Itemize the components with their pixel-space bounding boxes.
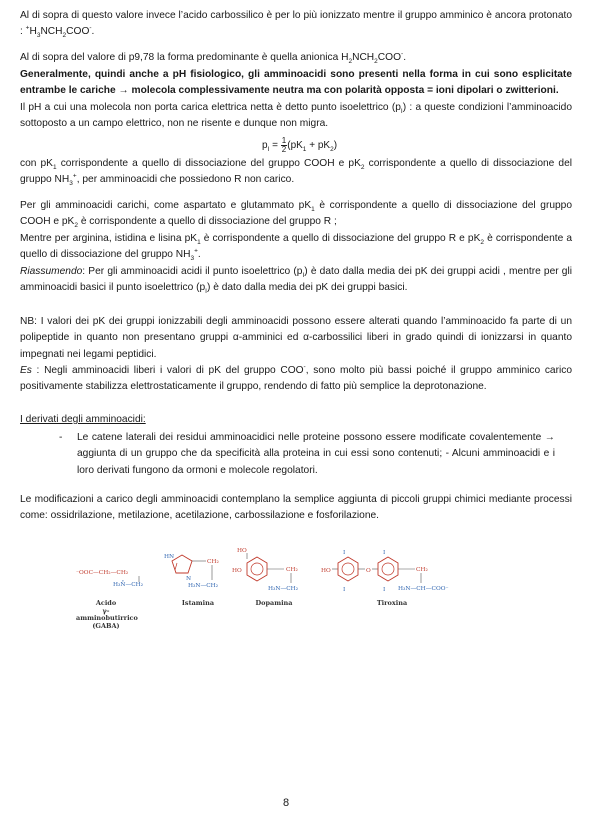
- text: COO: [377, 52, 402, 63]
- subscript: 1: [197, 239, 201, 247]
- aromatic-circle: [342, 563, 354, 575]
- formula-subscript: I: [267, 146, 270, 154]
- section-heading-derivatives: I derivati degli amminoacidi:: [20, 414, 146, 425]
- dop-ho-side: HO: [232, 568, 242, 574]
- thyroxine-structure: [320, 547, 480, 622]
- aromatic-circle: [251, 563, 263, 575]
- histamine-structure: [162, 547, 232, 622]
- example-label: Es: [20, 365, 32, 376]
- formula-subscript: 1: [302, 146, 307, 154]
- text: .: [91, 26, 95, 38]
- text: Al di sopra di questo valore invece l’acido carbossilico è per lo più ionizzato mentre il gruppo amminico è ancora protonato :: [20, 10, 572, 38]
- hist-hn: HN: [164, 554, 175, 560]
- subscript: 2: [374, 58, 378, 66]
- text: : Per gli amminoacidi acidi il punto isoelettrico (p: [82, 266, 303, 277]
- text: NCH: [40, 26, 63, 38]
- text: corrispondente a quello di dissociazione del gruppo NH: [20, 158, 573, 186]
- iodine: I: [383, 587, 386, 593]
- superscript: -: [89, 25, 92, 33]
- dopamine-caption: Dopamina: [255, 599, 293, 607]
- superscript: +: [194, 248, 198, 256]
- text: ) è dato dalla media dei pK dei gruppi acidi , mentre per gli amminoacidi basici il punto isoelettrico (p: [20, 266, 573, 294]
- paragraph-anionic-form: [20, 50, 572, 66]
- iodine: I: [343, 550, 346, 556]
- histamine-caption: Istamina: [181, 599, 215, 607]
- subscript: 2: [480, 239, 485, 247]
- fraction-denominator: 2: [281, 145, 287, 154]
- thy-amine: H₃N—CH—COO⁻: [398, 586, 449, 592]
- thyroxine-drawing: [320, 547, 480, 595]
- double-bond: [175, 563, 177, 570]
- text: con pK: [20, 158, 53, 169]
- benzene-ring: [247, 557, 267, 581]
- paragraph-basic-amino-acids: [20, 231, 572, 264]
- histamine-drawing: [162, 547, 232, 593]
- text: , sono molto più bassi poiché il gruppo amminico carico positivamente stabilizza elettrostaticamente il gruppo, rendendo di fatto più semplice la deprotonazione.: [20, 365, 573, 393]
- thyroxine-caption: Tiroxina: [376, 599, 408, 607]
- gaba-caption: [76, 600, 136, 630]
- subscript: 3: [36, 32, 41, 40]
- text: ) è dato dalla media dei pK dei gruppi basici.: [206, 282, 408, 294]
- subscript: 1: [52, 164, 57, 172]
- subscript: 3: [190, 255, 195, 263]
- superscript: +: [72, 173, 77, 181]
- text: è corrispondente a quello di dissociazione del gruppo COOH e pK: [20, 200, 573, 228]
- formula-text: (pK: [287, 140, 303, 152]
- subscript: 2: [360, 164, 365, 172]
- formula-text: ): [333, 140, 338, 152]
- paragraph-acidic-amino-acids: [20, 198, 572, 231]
- subscript: 2: [348, 58, 353, 66]
- dopamine-structure: [234, 547, 314, 622]
- hist-n: N: [186, 576, 192, 582]
- text: COO: [66, 26, 90, 38]
- text: : Negli amminoacidi liberi i valori di pK del gruppo COO: [31, 365, 304, 376]
- caption-line: γ-amminobutirrico: [76, 606, 138, 622]
- superscript: +: [25, 25, 30, 33]
- subscript: I: [400, 108, 403, 116]
- fraction-numerator: 1: [281, 136, 287, 145]
- text: H: [29, 26, 37, 38]
- text: .: [197, 249, 201, 261]
- paragraph-example: [20, 363, 572, 396]
- formula-subscript: 2: [330, 146, 334, 154]
- text: Il pH a cui una molecola non porta carica elettrica netta è detto punto isoelettrico (p: [20, 102, 401, 113]
- formula-text: + pK: [306, 140, 331, 152]
- hist-amine: H₃N—CH₂: [188, 583, 219, 589]
- bullet-dash: -: [59, 432, 63, 443]
- dop-amine: H₃N—CH₂: [268, 586, 299, 592]
- subscript: 2: [74, 222, 78, 230]
- text: .: [403, 52, 407, 63]
- hist-chain: CH₂: [207, 559, 219, 565]
- iodine: I: [343, 587, 346, 593]
- superscript: -: [401, 50, 404, 58]
- formula-p: p: [262, 140, 268, 152]
- superscript: -: [303, 363, 306, 371]
- thy-ch2: CH₂: [416, 567, 428, 573]
- subscript: I: [205, 288, 207, 296]
- gaba-formula-top: ⁻OOC—CH₂—CH₂: [76, 570, 129, 576]
- paragraph-pk-uncharged: [20, 156, 572, 189]
- paragraph-nb: NB: I valori dei pK dei gruppi ionizzabili degli amminoacidi possono essere alterati quando l’amminoacido fa parte di un polipeptide in quanto non presentano gruppi α-amminici ed α-carbossilici liberi in grado quindi di ionizzarsi in quanto impegnati nei legami peptidici.: [20, 316, 572, 360]
- text: ) : a queste condizioni l’amminoacido sottoposto a un campo elettrico, non ne risente e dunque non migra.: [20, 102, 572, 130]
- gaba-formula-amine: H₃N̊—CH₂: [113, 582, 144, 588]
- text: Al di sopra del valore di p9,78 la forma predominante è quella anionica H: [20, 52, 349, 63]
- subscript: 2: [62, 32, 67, 40]
- imidazole-ring: [172, 555, 192, 573]
- gaba-drawing: [76, 547, 156, 587]
- caption-line: Acido: [95, 599, 117, 607]
- subscript: 3: [69, 180, 73, 188]
- text: è corrispondente a quello di dissociazione del gruppo R ;: [77, 216, 337, 228]
- paragraph-summary: [20, 264, 572, 297]
- thy-ho: HO: [321, 568, 331, 574]
- thy-ether-o: O: [366, 568, 371, 574]
- bullet-text: Le catene laterali dei residui amminoacidici nelle proteine possono essere modificate covalentemente → aggiunta di un gruppo che da specificità alla proteina in cui essi sono contenuti; - Alcuni amminoacidi e i loro derivati fungono da ormoni e molecole regolatori.: [77, 432, 555, 476]
- benzene-ring-1: [338, 557, 358, 581]
- iodine: I: [383, 550, 386, 556]
- text: corrispondente a quello di dissociazione del gruppo COOH e pK: [56, 158, 361, 169]
- aromatic-circle: [382, 563, 394, 575]
- paragraph-zwitterion: Generalmente, quindi anche a pH fisiologico, gli amminoacidi sono presenti nella forma in cui sono esplicitate entrambe le cariche → molecola complessivamente neutra ma con polarità opposta = ioni dipolari o zwitterioni.: [20, 69, 572, 97]
- formula-equals: =: [269, 140, 281, 152]
- dop-chain: CH₂: [286, 567, 298, 573]
- paragraph-isoelectric-point: [20, 100, 572, 133]
- dop-ho-top: HO: [237, 548, 247, 554]
- text: Mentre per arginina, istidina e lisina pK: [20, 233, 198, 244]
- text: , per amminoacidi che possiedono R non carico.: [76, 174, 295, 186]
- isoelectric-formula: [262, 137, 337, 154]
- paragraph-modifications: Le modificazioni a carico degli amminoacidi contemplano la semplice aggiunta di piccoli gruppi chimici mediante processi come: ossidrilazione, metilazione, acetilazione, carbossilazione e fosforilazione.: [20, 494, 572, 522]
- subscript: 1: [311, 206, 315, 214]
- subscript: I: [302, 272, 305, 280]
- text: Per gli amminoacidi carichi, come aspartato e glutammato pK: [20, 200, 312, 211]
- paragraph-above-pk: [20, 8, 572, 41]
- text: NCH: [352, 52, 375, 63]
- summary-label: Riassumendo: [20, 266, 83, 277]
- text: è corrispondente a quello di dissociazione del gruppo R e pK: [200, 233, 481, 244]
- dopamine-drawing: [234, 547, 314, 595]
- caption-line: (GABA): [92, 621, 120, 630]
- page-number: 8: [283, 797, 290, 809]
- text: è corrispondente a quello di dissociazione del gruppo NH: [20, 233, 573, 261]
- benzene-ring-2: [378, 557, 398, 581]
